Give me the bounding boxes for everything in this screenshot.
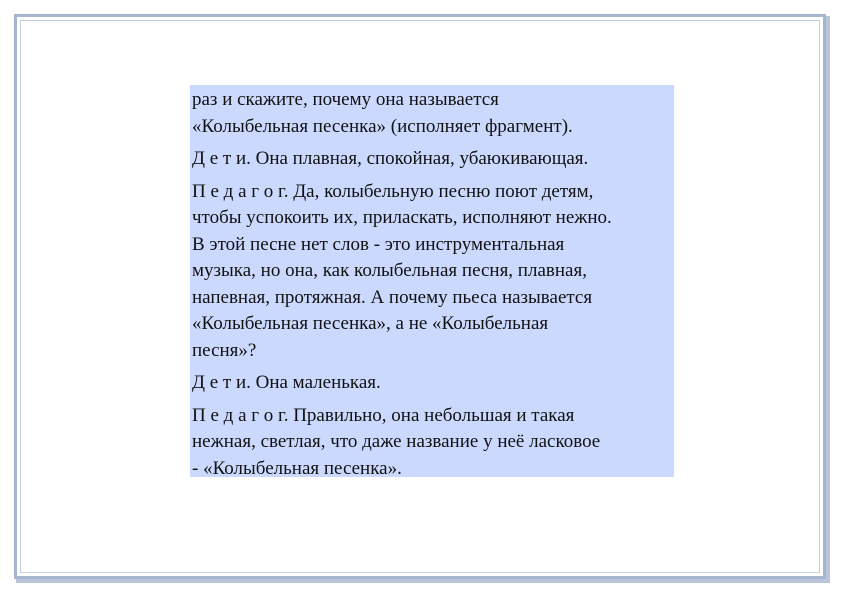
text-line: «Колыбельная песенка», а не «Колыбельная: [192, 313, 549, 334]
paragraph-5: [192, 403, 672, 483]
text-line: чтобы успокоить их, приласкать, исполняют нежно.: [192, 207, 612, 228]
text-line: раз и скажите, почему она называется: [192, 89, 499, 110]
text-line: П е д а г о г. Да, колыбельную песню поют детям,: [192, 180, 594, 202]
frame-shadow: [826, 16, 830, 581]
text-line: музыка, но она, как колыбельная песня, плавная,: [192, 260, 587, 281]
text-line: песня»?: [192, 339, 257, 361]
text-line: В этой песне нет слов - это инструментальная: [192, 233, 565, 255]
paragraph-1: [192, 87, 672, 140]
text-line: нежная, светлая, что даже название у неё ласковое: [192, 431, 601, 452]
text-line: напевная, протяжная. А почему пьеса называется: [192, 286, 593, 308]
text-line: Д е т и. Она плавная, спокойная, убаюкивающая.: [192, 148, 589, 169]
paragraph-2: [192, 146, 672, 173]
frame-shadow: [16, 579, 830, 583]
text-line: «Колыбельная песенка» (исполняет фрагмент).: [192, 115, 573, 137]
text-line: П е д а г о г. Правильно, она небольшая и такая: [192, 404, 575, 426]
text-line: Д е т и. Она маленькая.: [192, 372, 381, 393]
paragraph-3: [192, 179, 672, 365]
paragraph-4: [192, 370, 672, 397]
text-line: - «Колыбельная песенка».: [192, 457, 402, 479]
text-box: [190, 85, 674, 477]
